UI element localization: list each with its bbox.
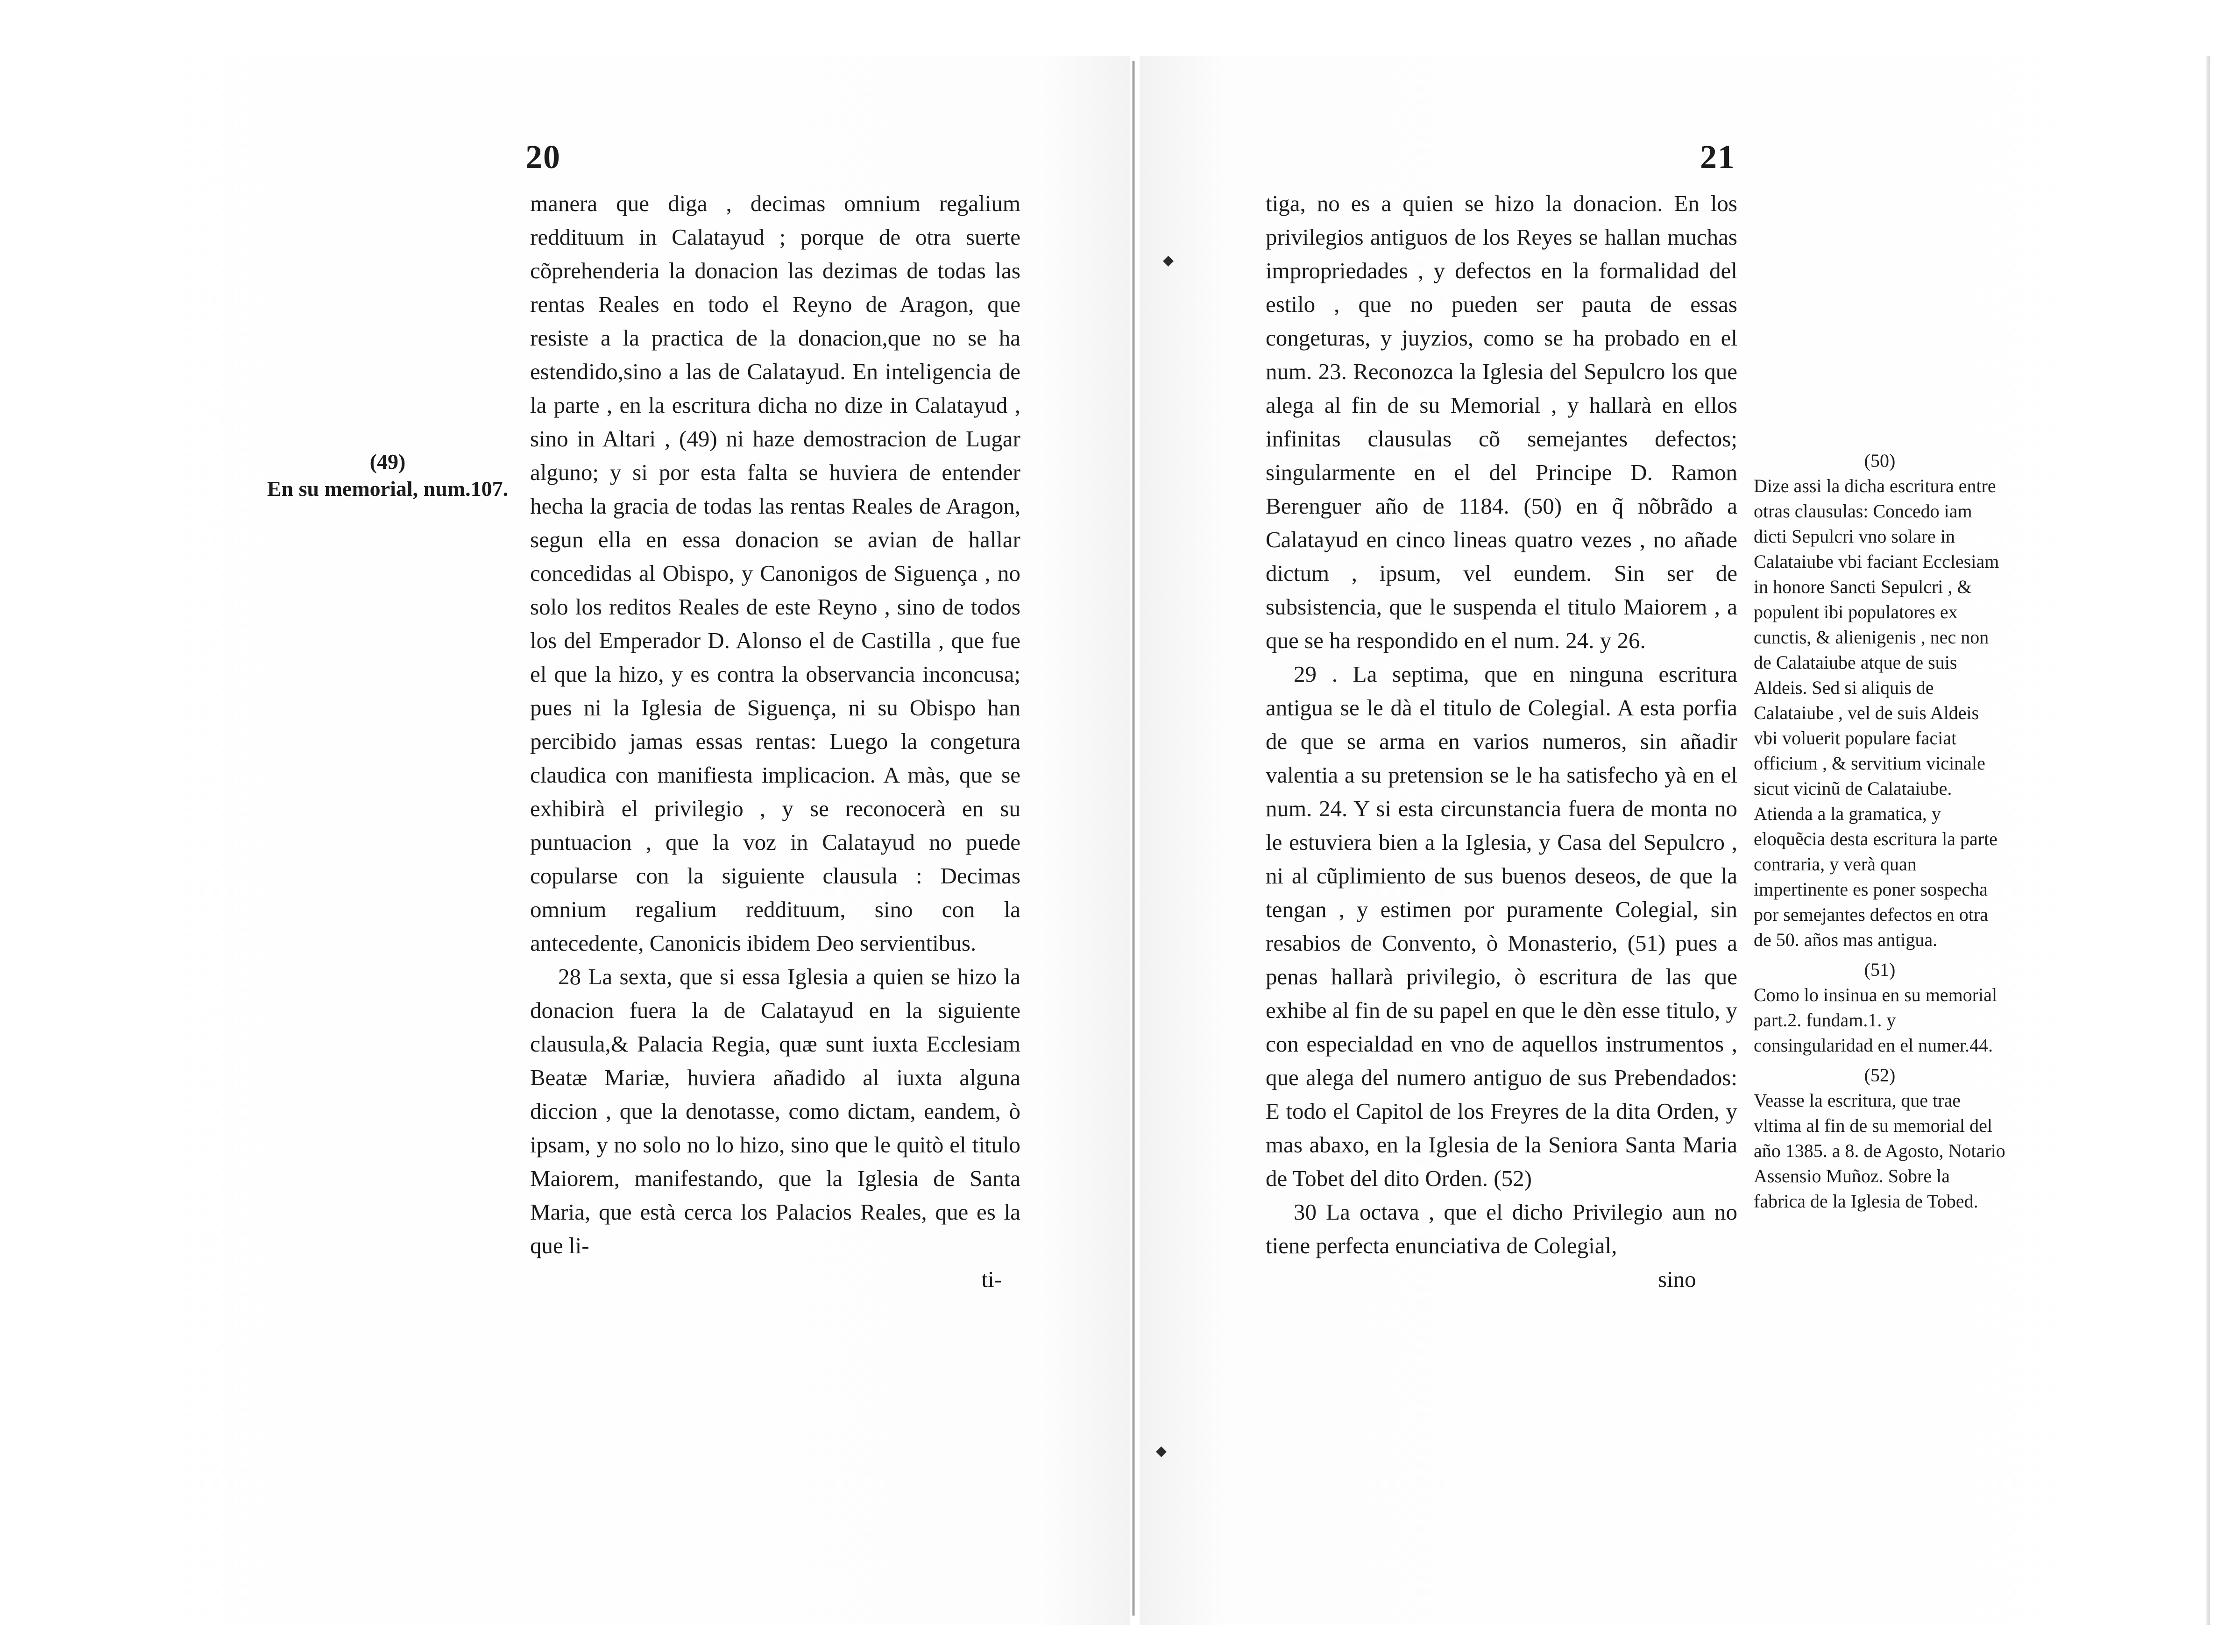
side-note-text: Dize assi la dicha escritura entre otras clausulas: Concedo iam dicti Sepulcri vno solare in Calataiube vbi faciant Ecclesiam in honore Sancti Sepulcri , & populent ibi populatores ex cunctis, & alienigenis , nec non de Calataiube atque de suis Aldeis. Sed si aliquis de Calataiube , vel de suis Aldeis vbi voluerit populare faciat officium , & servitium vicinale sicut vicinũ de Calataiube. Atienda a la gramatica, y eloquẽcia desta escritura la parte contraria, y verà quan impertinente es poner sospecha por semejantes defectos en otra de 50. años mas antigua. bbox=[1754, 475, 1999, 950]
right-side-notes bbox=[1754, 448, 2006, 1214]
side-note-number: (51) bbox=[1864, 959, 1896, 980]
right-page-text-column bbox=[1266, 187, 1737, 1296]
paragraph: 29 . La septima, que en ninguna escritura antigua se le dà el titulo de Colegial. A esta porfia de que se arma en varios numeros, sin añadir valentia a su pretension se le ha satisfecho yà en el num. 24. Y si esta circunstancia fuera de monta no le estuviera bien a la Iglesia, y Casa del Sepulcro , ni al cũplimiento de sus buenos deseos, de que la tengan , y estimen por puramente Colegial, sin resabios de Convento, ò Monasterio, (51) pues a penas hallarà privilegio, ò escritura de las que exhibe al fin de su papel en que le dèn esse titulo, y con especialdad en vno de aquellos instrumentos , que alega del numero antiguo de sus Prebendados: E todo el Capitol de los Freyres de la dita Orden, y mas abaxo, en la Iglesia de la Seniora Santa Maria de Tobet del dito Orden. (52) bbox=[1266, 661, 1737, 1191]
book-gutter bbox=[1132, 61, 1135, 1616]
left-page-text-column bbox=[530, 187, 1020, 1296]
margin-note-number: (49) bbox=[369, 450, 406, 473]
printer-mark: ◆ bbox=[1156, 1443, 1167, 1459]
catchword: sino bbox=[1658, 1266, 1696, 1292]
left-page-number: 20 bbox=[525, 138, 561, 176]
right-page-number: 21 bbox=[1700, 138, 1735, 176]
side-note-number: (52) bbox=[1864, 1065, 1896, 1086]
margin-note-reference: En su memorial, num.107. bbox=[267, 477, 509, 501]
catchword: ti- bbox=[981, 1266, 1002, 1292]
paragraph: manera que diga , decimas omnium regalium reddituum in Calatayud ; porque de otra suerte cõprehenderia la donacion las dezimas de todas las rentas Reales en todo el Reyno de Aragon, que resiste a la practica de la donacion,que no se ha estendido,sino a las de Calatayud. En inteligencia de la parte , en la escritura dicha no dize in Calatayud , sino in Altari , (49) ni haze demostracion de Lugar alguno; y si por esta falta se huviera de entender hecha la gracia de todas las rentas Reales de Aragon, segun ella en essa donacion se avian de hallar concedidas al Obispo, y Canonigos de Siguença , no solo los reditos Reales de este Reyno , sino de todos los del Emperador D. Alonso el de Castilla , que fue el que la hizo, y es contra la observancia inconcusa; pues ni la Iglesia de Siguença, ni su Obispo han percibido jamas essas rentas: Luego la congetura claudica con manifiesta implicacion. A màs, que se exhibirà el privilegio , y se reconocerà en su puntuacion , que la voz in Calatayud no puede copularse con la siguiente clausula : Decimas omnium regalium reddituum, sino con la antecedente, Canonicis ibidem Deo servientibus. bbox=[530, 191, 1020, 956]
printer-mark: ◆ bbox=[1163, 253, 1174, 268]
paragraph: tiga, no es a quien se hizo la donacion. En los privilegios antiguos de los Reyes se hallan muchas impropriedades , y defectos en la formalidad del estilo , que no pueden ser pauta de essas congeturas, y juyzios, como se ha probado en el num. 23. Reconozca la Iglesia del Sepulcro los que alega al fin de su Memorial , y hallarà en ellos infinitas clausulas cõ semejantes defectos; singularmente en el del Principe D. Ramon Berenguer año de 1184. (50) en q̃ nõbrãdo a Calatayud en cinco lineas quatro vezes , no añade dictum , ipsum, vel eundem. Sin ser de subsistencia, que le suspenda el titulo Maiorem , a que se ha respondido en el num. 24. y 26. bbox=[1266, 191, 1737, 653]
left-margin-note bbox=[266, 448, 509, 502]
side-note-number: (50) bbox=[1864, 450, 1896, 471]
paragraph: 30 La octava , que el dicho Privilegio aun no tiene perfecta enunciativa de Colegial, bbox=[1266, 1199, 1737, 1258]
page-edge bbox=[2206, 56, 2210, 1625]
side-note-text: Como lo insinua en su memorial part.2. fundam.1. y consingularidad en el numer.44. bbox=[1754, 984, 1997, 1056]
side-note-text: Veasse la escritura, que trae vltima al fin de su memorial del año 1385. a 8. de Agosto, Notario Assensio Muñoz. Sobre la fabrica de la Iglesia de Tobed. bbox=[1754, 1090, 2005, 1212]
paragraph: 28 La sexta, que si essa Iglesia a quien se hizo la donacion fuera la de Calatayud en la siguiente clausula,& Palacia Regia, quæ sunt iuxta Ecclesiam Beatæ Mariæ, huviera añadido al iuxta alguna diccion , que la denotasse, como dictam, eandem, ò ipsam, y no solo no lo hizo, sino que le quitò el titulo Maiorem, manifestando, que la Iglesia de Santa Maria, que està cerca los Palacios Reales, que es la que li- bbox=[530, 964, 1020, 1258]
